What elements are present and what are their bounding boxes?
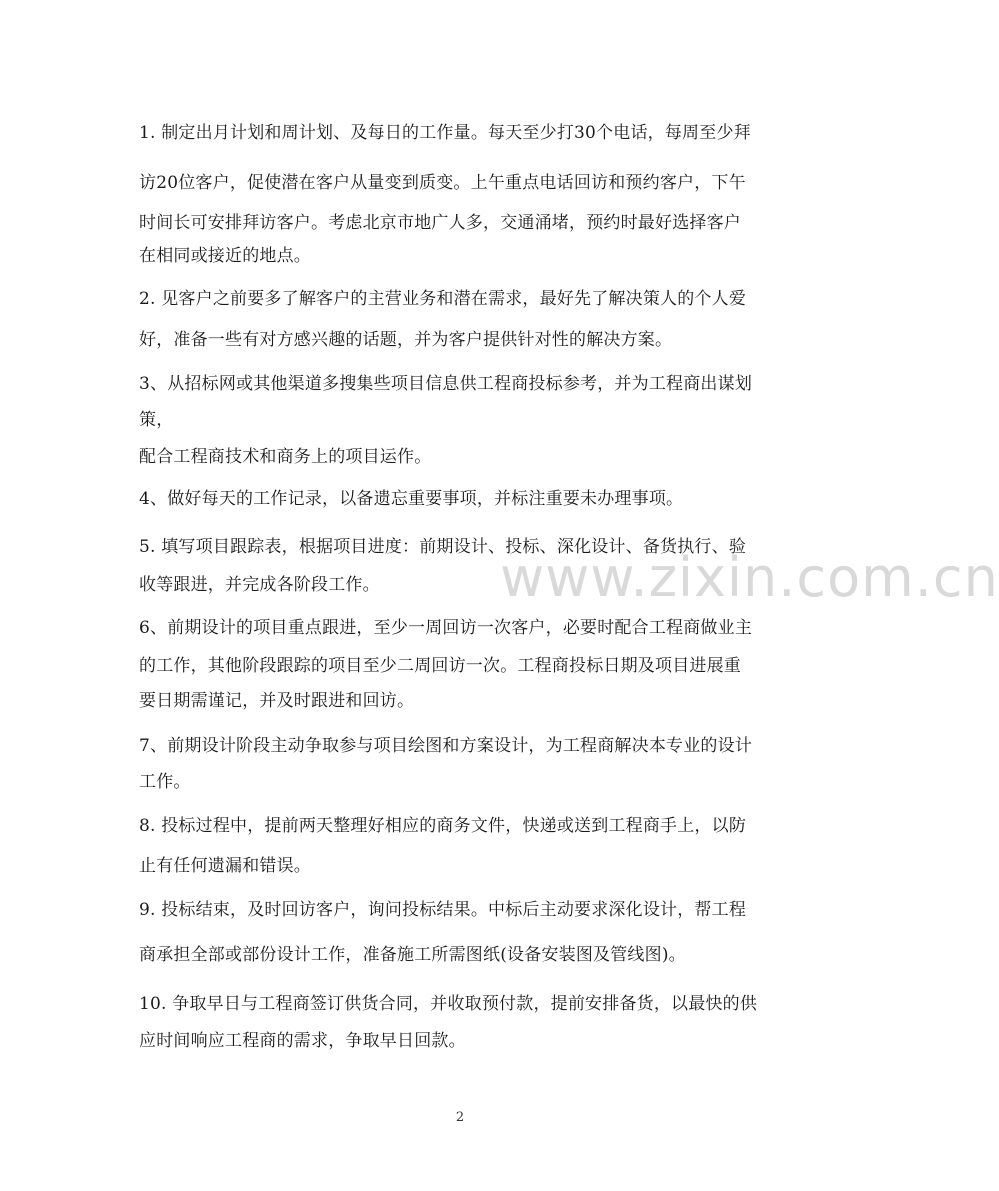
text-line: 访20位客户，促使潜在客户从量变到质变。上午重点电话回访和预约客户，下午 — [139, 173, 746, 193]
text-line: 收等跟进，并完成各阶段工作。 — [139, 575, 380, 595]
text-line: 应时间响应工程商的需求，争取早日回款。 — [139, 1031, 466, 1051]
text-line: 时间长可安排拜访客户。考虑北京市地广人多，交通涌堵，预约时最好选择客户 — [139, 213, 741, 233]
text-line: 策， — [139, 410, 174, 430]
text-line: 要日期需谨记，并及时跟进和回访。 — [139, 691, 415, 711]
text-line: 10. 争取早日与工程商签订供货合同，并收取预付款，提前安排备货，以最快的供 — [139, 994, 758, 1014]
text-line: 工作。 — [139, 772, 191, 792]
text-line: 5. 填写项目跟踪表，根据项目进度：前期设计、投标、深化设计、备货执行、验 — [139, 537, 747, 557]
text-line: 6、前期设计的项目重点跟进，至少一周回访一次客户，必要时配合工程商做业主 — [139, 618, 753, 638]
text-line: 9. 投标结束，及时回访客户，询问投标结果。中标后主动要求深化设计，帮工程 — [139, 900, 747, 920]
text-line: 7、前期设计阶段主动争取参与项目绘图和方案设计，为工程商解决本专业的设计 — [139, 736, 753, 756]
text-line: 4、做好每天的工作记录，以备遗忘重要事项，并标注重要未办理事项。 — [139, 489, 684, 509]
text-line: 2. 见客户之前要多了解客户的主营业务和潜在需求，最好先了解决策人的个人爱 — [139, 289, 747, 309]
text-line: 在相同或接近的地点。 — [139, 246, 311, 266]
text-line: 商承担全部或部份设计工作，准备施工所需图纸(设备安装图及管线图)。 — [139, 945, 686, 965]
page-number: 2 — [455, 1110, 465, 1125]
text-line: 3、从招标网或其他渠道多搜集些项目信息供工程商投标参考，并为工程商出谋划 — [139, 374, 753, 394]
text-line: 1. 制定出月计划和周计划、及每日的工作量。每天至少打30个电话，每周至少拜 — [139, 123, 751, 143]
watermark: www.zixin.com.cn — [500, 546, 999, 609]
text-line: 止有任何遗漏和错误。 — [139, 856, 311, 876]
text-line: 8. 投标过程中，提前两天整理好相应的商务文件，快递或送到工程商手上，以防 — [139, 816, 747, 836]
text-line: 的工作，其他阶段跟踪的项目至少二周回访一次。工程商投标日期及项目进展重 — [139, 656, 741, 676]
text-line: 好，准备一些有对方感兴趣的话题，并为客户提供针对性的解决方案。 — [139, 330, 673, 350]
text-line: 配合工程商技术和商务上的项目运作。 — [139, 447, 432, 467]
